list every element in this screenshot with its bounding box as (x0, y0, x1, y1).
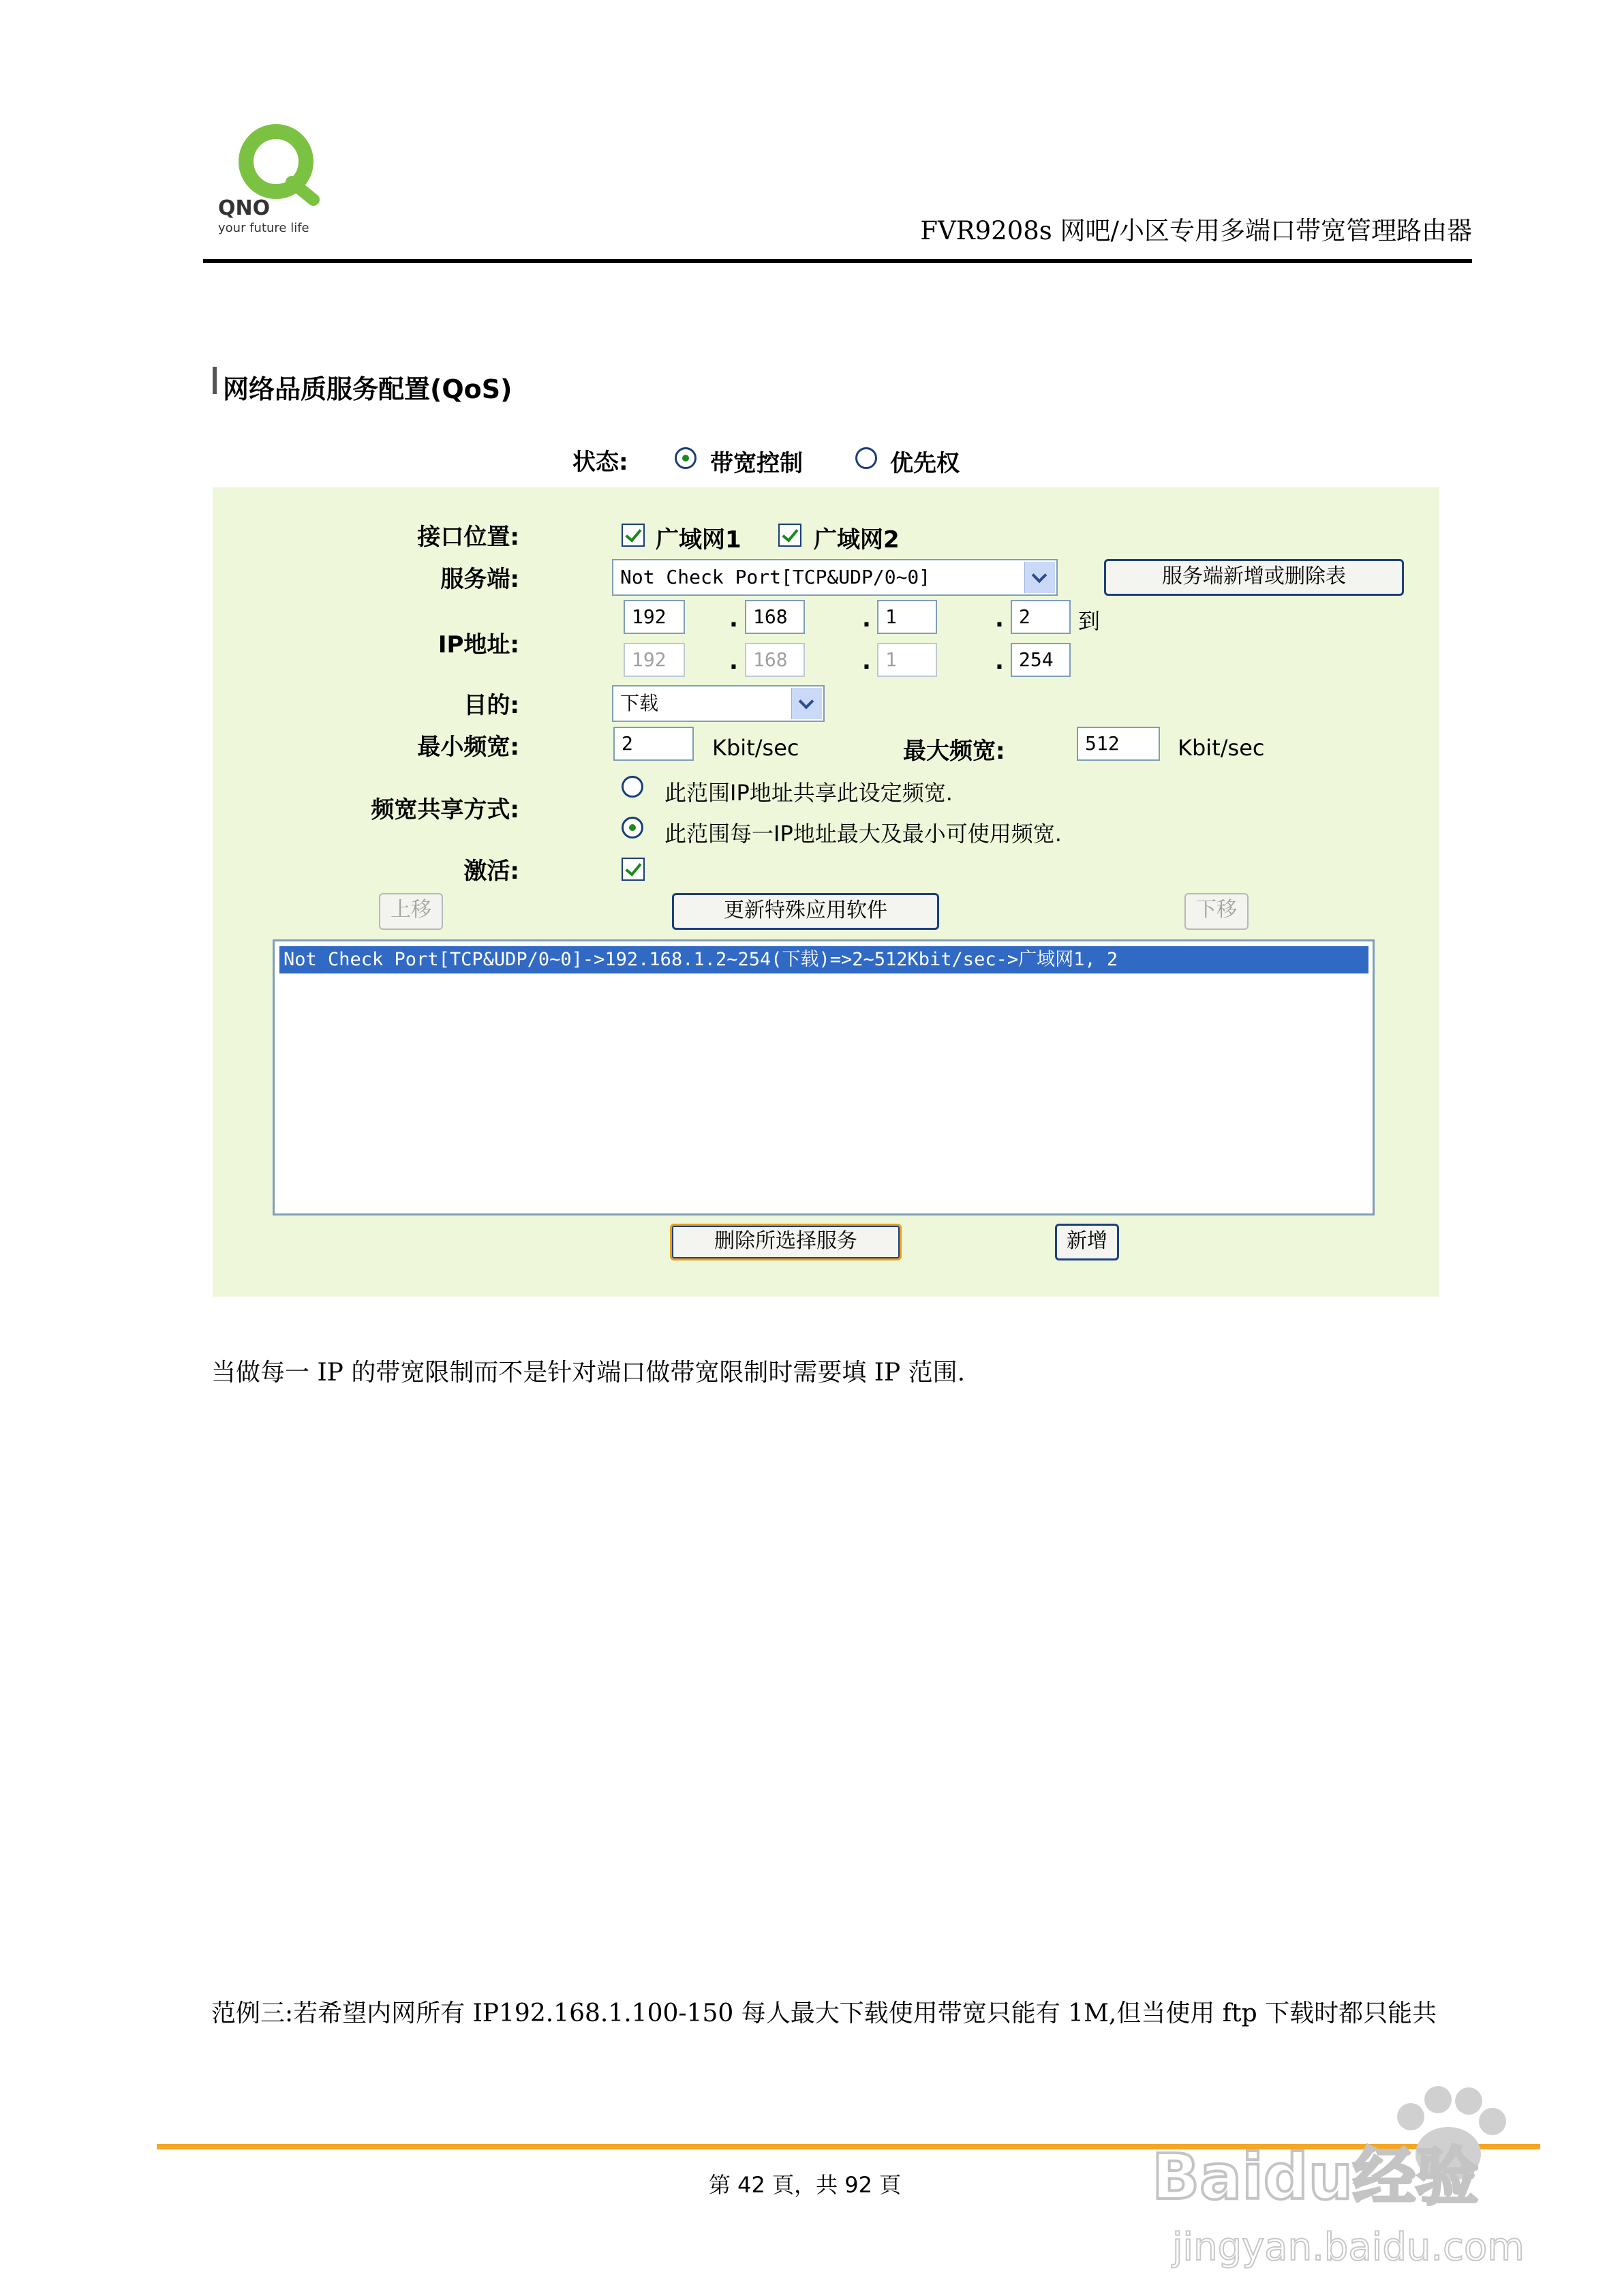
min-bandwidth-label: 最小频宽: (417, 734, 519, 761)
purpose-label: 目的: (463, 692, 519, 719)
status-radio-bandwidth[interactable] (675, 447, 697, 469)
service-table-button[interactable]: 服务端新增或删除表 (1104, 559, 1404, 596)
ip-end-octet-2: 168 (745, 643, 805, 677)
chevron-down-icon[interactable] (791, 688, 822, 719)
min-bandwidth-unit: Kbit/sec (712, 735, 799, 761)
ip-dot: . (862, 648, 871, 675)
ip-start-octet-3[interactable]: 1 (877, 600, 937, 634)
activate-checkbox[interactable] (622, 858, 645, 881)
ip-end-octet-4[interactable]: 254 (1011, 643, 1071, 677)
max-bandwidth-label: 最大频宽: (903, 738, 1005, 765)
add-button[interactable]: 新增 (1055, 1224, 1119, 1260)
max-bandwidth-input[interactable]: 512 (1077, 727, 1160, 761)
ip-dot: . (729, 648, 738, 675)
body-paragraph-1: 当做每一 IP 的带宽限制而不是针对端口做带宽限制时需要填 IP 范围. (211, 1359, 966, 1387)
watermark-url: jingyan.baidu.com (1172, 2225, 1525, 2269)
service-label: 服务端: (440, 566, 519, 593)
activate-label: 激活: (463, 858, 519, 885)
wan1-checkbox[interactable] (622, 524, 645, 547)
logo-tagline: your future life (218, 221, 309, 235)
max-bandwidth-unit: Kbit/sec (1178, 735, 1265, 761)
section-title: 网络品质服务配置(QoS) (223, 374, 512, 404)
wan2-checkbox[interactable] (778, 524, 801, 547)
wan2-label: 广域网2 (814, 526, 900, 554)
service-list[interactable] (273, 939, 1375, 1215)
move-up-button[interactable]: 上移 (379, 893, 443, 930)
header-rule (203, 259, 1472, 263)
ip-dot: . (729, 605, 738, 633)
baidu-watermark (1145, 2079, 1567, 2284)
share-mode-label: 频宽共享方式: (371, 796, 519, 824)
status-option-bandwidth: 带宽控制 (710, 450, 803, 477)
share-option-shared: 此范围IP地址共享此设定频宽. (664, 780, 953, 806)
share-radio-shared[interactable] (622, 776, 643, 798)
ip-label: IP地址: (438, 631, 519, 659)
ip-start-octet-2[interactable]: 168 (745, 600, 805, 634)
service-select[interactable] (612, 559, 1058, 596)
qno-logo (211, 119, 341, 235)
purpose-select[interactable] (612, 685, 825, 722)
body-paragraph-2: 范例三:若希望内网所有 IP192.168.1.100-150 每人最大下载使用带宽只能有 1M,但当使用 ftp 下载时都只能共 (211, 1999, 1437, 2027)
service-list-item[interactable]: Not Check Port[TCP&UDP/0~0]->192.168.1.2~254(下载)=>2~512Kbit/sec->广域网1, 2 (279, 946, 1368, 973)
logo-brand: QNO (218, 196, 271, 220)
ip-dot: . (995, 648, 1004, 675)
section-marker (213, 367, 217, 394)
ip-end-octet-1: 192 (624, 643, 685, 677)
ip-dot: . (862, 605, 871, 633)
purpose-select-value: 下载 (620, 692, 659, 714)
ip-to-label: 到 (1078, 608, 1101, 634)
ip-start-octet-4[interactable]: 2 (1011, 600, 1071, 634)
move-down-button[interactable]: 下移 (1184, 893, 1249, 930)
update-special-apps-button[interactable]: 更新特殊应用软件 (672, 893, 939, 930)
status-label: 状态: (572, 449, 628, 476)
share-radio-per-ip[interactable] (622, 817, 643, 839)
ip-end-octet-3: 1 (877, 643, 937, 677)
delete-selected-service-button[interactable]: 删除所选择服务 (670, 1224, 902, 1260)
service-select-value: Not Check Port[TCP&UDP/0~0] (620, 566, 931, 588)
interface-label: 接口位置: (417, 524, 519, 551)
min-bandwidth-input[interactable]: 2 (613, 727, 694, 761)
share-option-per-ip: 此范围每一IP地址最大及最小可使用频宽. (664, 821, 1062, 847)
status-radio-priority[interactable] (855, 447, 877, 469)
wan1-label: 广域网1 (656, 526, 741, 554)
watermark-brand: Baidu经验 (1152, 2141, 1479, 2214)
chevron-down-icon[interactable] (1024, 562, 1055, 593)
document-title: FVR9208s 网吧/小区专用多端口带宽管理路由器 (920, 216, 1472, 245)
ip-start-octet-1[interactable]: 192 (624, 600, 685, 634)
status-option-priority: 优先权 (890, 450, 960, 477)
page-number: 第 42 頁，共 92 頁 (709, 2172, 902, 2198)
ip-dot: . (995, 605, 1004, 633)
